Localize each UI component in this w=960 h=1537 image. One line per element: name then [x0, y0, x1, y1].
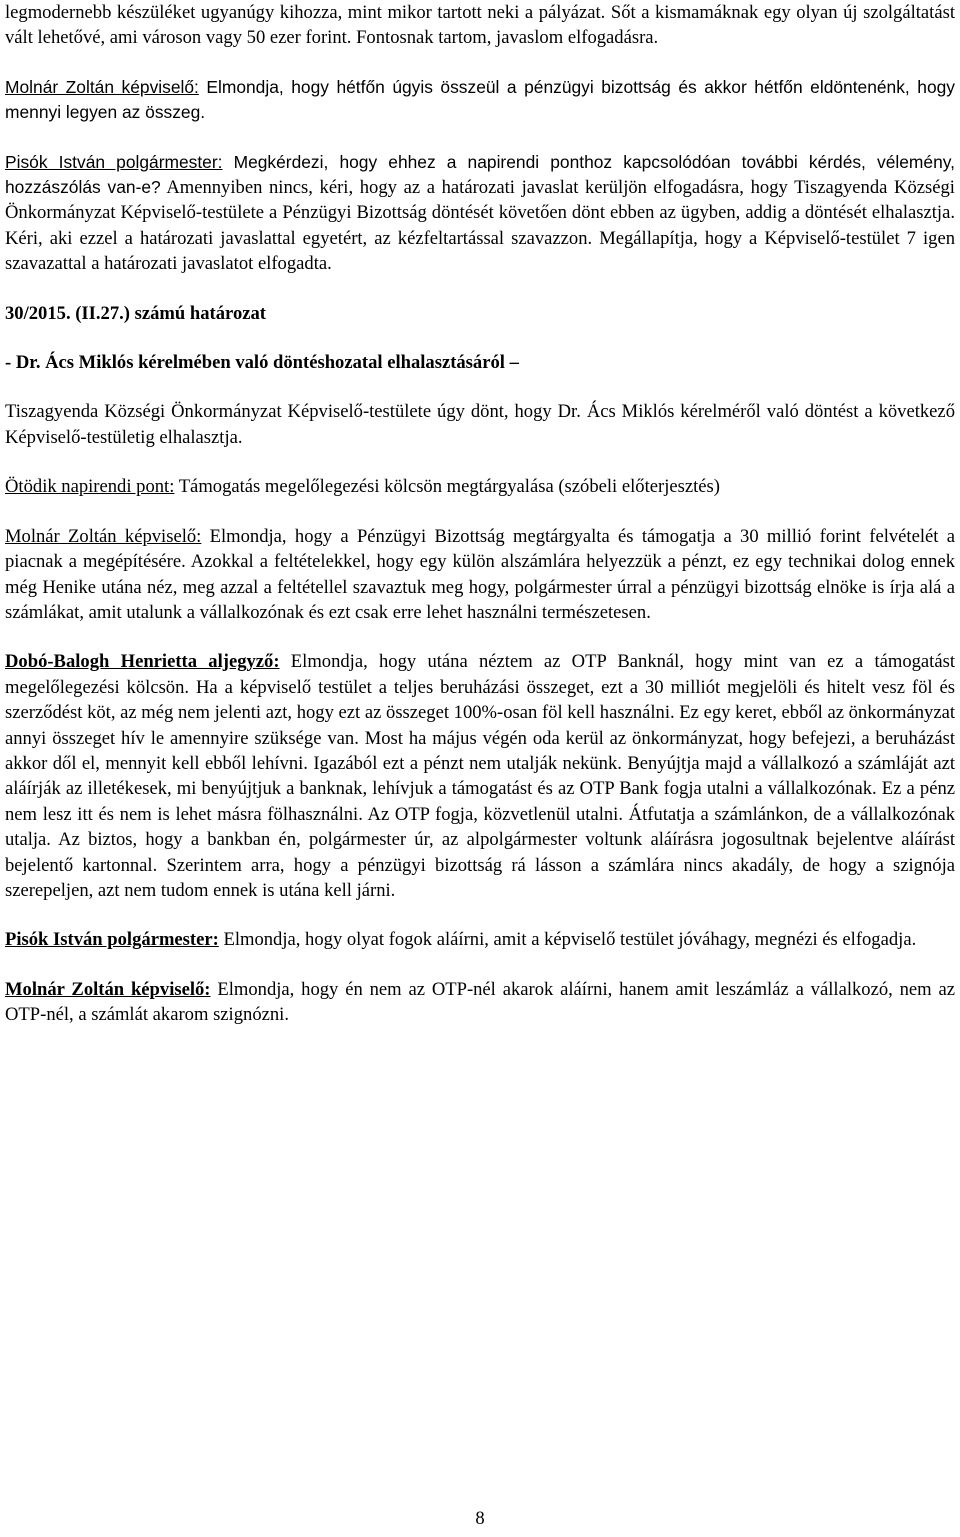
speaker-name: Molnár Zoltán képviselő: — [5, 525, 202, 547]
statement-text: Elmondja, hogy hétfőn úgyis összeül a pénzügyi bizottság és akkor hétfőn eldöntenénk, hogy mennyi legyen az összeg. — [5, 76, 955, 123]
page-number: 8 — [475, 1508, 485, 1529]
resolution-body: Tiszagyenda Községi Önkormányzat Képviselő-testülete úgy dönt, hogy Dr. Ács Miklós kérelméről való döntést a következő Képviselő-testületig elhalasztja. — [5, 401, 955, 448]
speaker-name: Dobó-Balogh Henrietta aljegyző: — [5, 651, 280, 673]
agenda-item-5 — [5, 474, 955, 499]
statement-text: Elmondja, hogy utána néztem az OTP Banknál, hogy mint van ez a támogatást megelőlegezési kölcsön. Ha a képviselő testület a teljes beruházási összeget, ezt a 30 milliót megjelöli és hitelt vesz föl és szerződést köt, az még nem jelenti azt, hogy ezt az összeget 100%-osan föl kell használni. Ez egy keret, ebből az önkormányzat annyi összeget hív le amennyire szüksége van. Most ha május végén oda kerül az önkormányzat, hogy befejezi, a beruházást akkor dől el, mennyit kell ebből lehívni. Igazából ezt a pénzt nem utalják nekünk. Benyújtja majd a vállalkozó a számláját azt aláírják az illetékesek, mi benyújtjuk a banknak, lehívjuk a támogatást és az OTP Bank fogja utalni a vállalkozónak. Ez a pénz nem lesz itt és nem is lehet másra fölhasználni. Az OTP fogja, közvetlenül utalni. Átfutatja a számlánkon, de a vállalkozónak utalja. Az biztos, hogy a bankban én, polgármester úr, az alpolgármester voltunk aláírásra jogosultnak bejelentve aláírást bejelentő kartonnal. Szerintem arra, hogy a pénzügyi bizottság rá lásson a számlára nincs akadály, de hogy a szignója szerepeljen, azt nem tudom ennek is utána kell járni. — [5, 651, 955, 901]
speaker-name: Molnár Zoltán képviselő: — [5, 76, 199, 97]
pisok-statement-1 — [5, 150, 955, 277]
statement-text: Elmondja, hogy olyat fogok aláírni, amit a képviselő testület jóváhagy, megnézi és elfogadja. — [218, 929, 917, 951]
molnar-statement-2 — [5, 524, 955, 626]
speaker-name: Pisók István polgármester: — [5, 929, 219, 951]
statement-text: Elmondja, hogy én nem az OTP-nél akarok aláírni, hanem amit leszámláz a vállalkozó, nem az OTP-nél, a számlát akarom szignózni. — [5, 978, 955, 1026]
document-page — [5, 0, 955, 1028]
speaker-name: Molnár Zoltán képviselő: — [5, 978, 211, 1000]
pisok-statement-2 — [5, 927, 955, 952]
agenda-label: Ötödik napirendi pont: — [5, 476, 175, 498]
statement-text-sans: Megkérdezi, hogy ehhez a napirendi ponthoz kapcsolódóan további kérdés, vélemény, hozzászólás van-e? — [5, 151, 955, 198]
molnar-statement-1 — [5, 75, 955, 126]
dobo-statement — [5, 649, 955, 903]
resolution-number: 30/2015. (II.27.) számú határozat — [5, 302, 266, 324]
statement-text: Elmondja, hogy a Pénzügyi Bizottság megtárgyalta és támogatja a 30 millió forint felvételét a piacnak a megépítésére. Azokkal a feltételekkel, hogy egy külön alszámlára helyezzük a pénzt, ez egy technikai dolog ennek még Henike utána néz, meg azzal a feltétellel szavaztuk meg hogy, polgármester úrral a pénzügyi bizottság elnöke is írja alá a számlákat, amit utalunk a vállalkozónak és ezt csak erre lehet használni természetesen. — [5, 525, 955, 623]
speaker-name: Pisók István polgármester: — [5, 151, 223, 172]
agenda-text: Támogatás megelőlegezési kölcsön megtárgyalása (szóbeli előterjesztés) — [174, 476, 720, 498]
molnar-statement-3 — [5, 977, 955, 1028]
intro-paragraph: legmodernebb készüléket ugyanúgy kihozza, mint mikor tartott neki a pályázat. Sőt a kismamáknak egy olyan új szolgáltatást vált lehetővé, ami városon vagy 50 ezer forint. Fontosnak tartom, javaslom elfogadásra. — [5, 2, 955, 49]
resolution-subject: - Dr. Ács Miklós kérelmében való döntéshozatal elhalasztásáról – — [5, 352, 519, 374]
statement-text: Amennyiben nincs, kéri, hogy az a határozati javaslat kerüljön elfogadásra, hogy Tiszagyenda Községi Önkormányzat Képviselő-testülete a Pénzügyi Bizottság döntését követően dönt ebben az ügyben, addig a döntését elhalasztja. Kéri, aki ezzel a határozati javaslattal egyetért, az kézfeltartással szavazzon. Megállapítja, hogy a Képviselő-testület 7 igen szavazattal a határozati javaslatot elfogadta. — [5, 177, 955, 275]
